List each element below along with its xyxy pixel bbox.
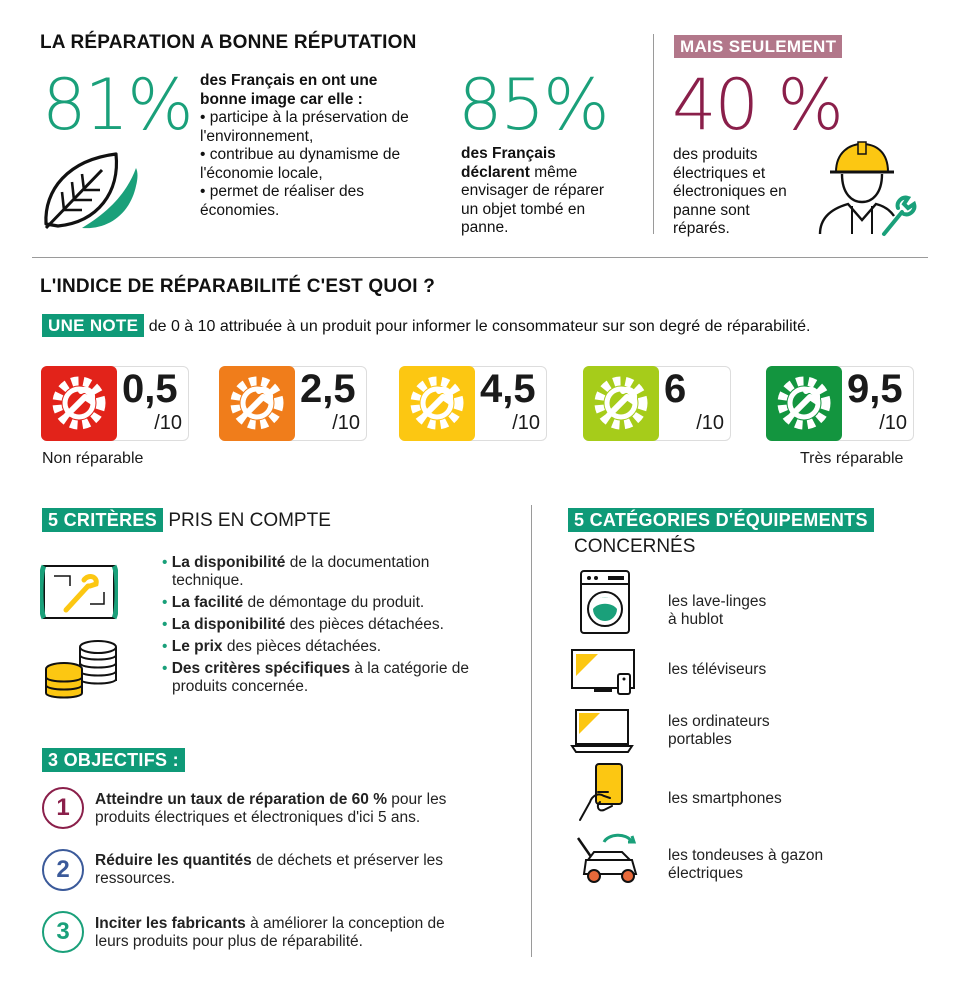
score-value-4: 6 xyxy=(664,367,687,411)
categories-heading-rest: CONCERNÉS xyxy=(574,536,696,557)
score-denominator-4: /10 xyxy=(696,412,724,434)
indice-description-row xyxy=(42,314,810,337)
leaf-icon xyxy=(38,150,142,232)
stat-81-value: 81% xyxy=(42,64,192,146)
score-card-4 xyxy=(583,366,731,441)
blueprint-icon xyxy=(40,562,118,622)
stat-81-bullet-3: • permet de réaliser des économies. xyxy=(200,183,364,219)
score-denominator-2: /10 xyxy=(332,412,360,434)
tag-une-note: UNE NOTE xyxy=(42,314,144,337)
criteria-heading-rest: PRIS EN COMPTE xyxy=(168,510,331,531)
objectives-heading: 3 OBJECTIFS : xyxy=(42,748,185,772)
washing-machine-icon xyxy=(578,568,632,636)
scale-max-label: Très réparable xyxy=(800,450,904,467)
stat-81-bullet-2: • contribue au dynamisme de l'économie locale, xyxy=(200,146,401,182)
stat-81-bullet-1: • participe à la préservation de l'environnement, xyxy=(200,109,409,145)
lawnmower-icon xyxy=(574,830,642,884)
stat-81-text xyxy=(200,72,420,220)
category-label-5: les tondeuses à gazon électriques xyxy=(668,847,824,882)
repair-worker-icon xyxy=(812,138,917,238)
stat-85-rest: même envisager de réparer un objet tombé en panne. xyxy=(461,163,605,236)
categories-heading xyxy=(568,508,874,558)
coins-icon xyxy=(42,635,122,701)
section-title-indice: L'INDICE DE RÉPARABILITÉ C'EST QUOI ? xyxy=(40,276,436,297)
category-label-3: les ordinateurs portables xyxy=(668,713,770,748)
objective-text-2: Réduire les quantités de déchets et préserver les ressources. xyxy=(95,852,444,887)
criteria-item: • La disponibilité des pièces détachées. xyxy=(162,616,444,633)
laptop-icon xyxy=(570,708,634,754)
stat-81-lead: des Français en ont une bonne image car elle : xyxy=(200,72,378,108)
repair-gear-icon xyxy=(41,366,117,441)
score-card-2 xyxy=(219,366,367,441)
stat-40-value: 40 % xyxy=(672,64,842,146)
score-denominator-3: /10 xyxy=(512,412,540,434)
score-card-5 xyxy=(766,366,914,441)
tag-5-categories: 5 CATÉGORIES D'ÉQUIPEMENTS xyxy=(568,508,874,532)
criteria-item: • Le prix des pièces détachées. xyxy=(162,638,382,655)
score-denominator-5: /10 xyxy=(879,412,907,434)
section-title-reputation: LA RÉPARATION A BONNE RÉPUTATION xyxy=(40,32,417,53)
criteria-item: • La disponibilité de la documentation technique. xyxy=(162,554,430,589)
criteria-list xyxy=(162,554,492,700)
repair-gear-icon xyxy=(766,366,842,441)
repair-gear-icon xyxy=(399,366,475,441)
objective-text-1: Atteindre un taux de réparation de 60 % pour les produits électriques et électroniques d'ici 5 ans. xyxy=(95,791,447,826)
score-denominator-1: /10 xyxy=(154,412,182,434)
stat-85-text xyxy=(461,145,611,238)
objective-number-2: 2 xyxy=(42,849,84,891)
divider-vertical-bottom xyxy=(531,505,532,957)
criteria-item: • La facilité de démontage du produit. xyxy=(162,594,425,611)
score-card-3 xyxy=(399,366,547,441)
tag-mais-seulement: MAIS SEULEMENT xyxy=(674,35,842,58)
stat-85-lead: des Français déclarent xyxy=(461,145,556,181)
criteria-heading xyxy=(42,508,331,532)
stat-85-value: 85% xyxy=(458,64,608,146)
scale-min-label: Non réparable xyxy=(42,450,144,467)
tv-icon xyxy=(570,648,640,696)
score-card-1 xyxy=(41,366,189,441)
objective-number-3: 3 xyxy=(42,911,84,953)
score-value-3: 4,5 xyxy=(480,367,536,411)
score-value-5: 9,5 xyxy=(847,367,903,411)
indice-description: de 0 à 10 attribuée à un produit pour informer le consommateur sur son degré de réparabilité. xyxy=(148,318,811,335)
stat-40-text: des produits électriques et électroniques en panne sont réparés. xyxy=(673,146,787,237)
score-value-1: 0,5 xyxy=(122,367,178,411)
divider-horizontal-1 xyxy=(32,257,928,258)
category-label-1: les lave-linges à hublot xyxy=(668,593,767,628)
objective-number-1: 1 xyxy=(42,787,84,829)
tag-5-criteres: 5 CRITÈRES xyxy=(42,508,163,532)
smartphone-icon xyxy=(576,762,630,822)
criteria-item: • Des critères spécifiques à la catégorie de produits concernée. xyxy=(162,660,469,695)
objective-text-3: Inciter les fabricants à améliorer la conception de leurs produits pour plus de réparabilité. xyxy=(95,915,445,950)
repair-gear-icon xyxy=(583,366,659,441)
score-value-2: 2,5 xyxy=(300,367,356,411)
category-label-4: les smartphones xyxy=(668,790,782,807)
divider-vertical-top xyxy=(653,34,654,234)
category-label-2: les téléviseurs xyxy=(668,661,767,678)
repair-gear-icon xyxy=(219,366,295,441)
